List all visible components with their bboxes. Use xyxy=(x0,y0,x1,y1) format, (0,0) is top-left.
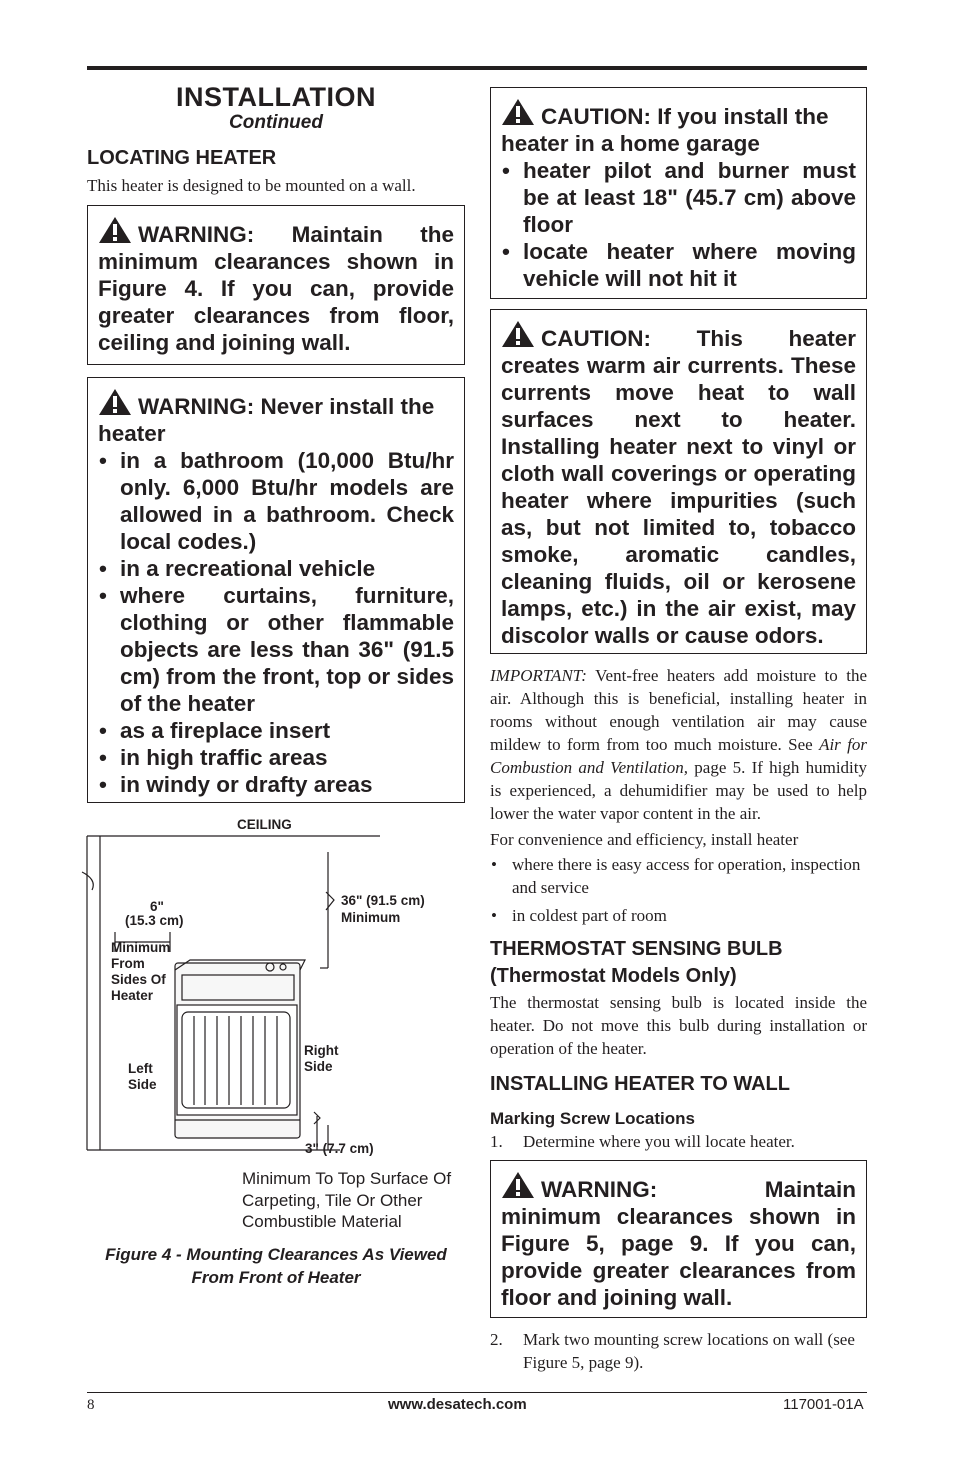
warning-title: WARNING: Never install the heater xyxy=(98,394,435,446)
top-clearance-note: Minimum xyxy=(341,910,401,925)
thermostat-subheading: (Thermostat Models Only) xyxy=(490,965,737,987)
list-item: • where there is easy access for operation, inspection and service xyxy=(490,853,867,899)
list-item: • heater pilot and burner must be at least 18" (45.7 cm) above floor xyxy=(501,157,856,238)
warning-box-clearances-figure5 xyxy=(490,1160,867,1318)
step-number: 2. xyxy=(490,1330,503,1349)
important-paragraph xyxy=(490,664,867,825)
side-clearance-note: Minimum From Sides Of Heater xyxy=(111,940,171,1003)
bottom-clearance-note: Minimum To Top Surface Of Carpeting, Tile Or Other Combustible Material xyxy=(242,1169,452,1231)
document-number: 117001-01A xyxy=(783,1396,864,1413)
warning-triangle-icon xyxy=(501,320,535,348)
section-subtitle: Continued xyxy=(229,112,323,133)
important-label: IMPORTANT: xyxy=(490,666,587,685)
installing-heading: INSTALLING HEATER TO WALL xyxy=(490,1073,790,1095)
list-item: • in windy or drafty areas xyxy=(98,771,454,798)
left-side-label: Left Side xyxy=(128,1061,157,1092)
ceiling-label: CEILING xyxy=(237,817,292,832)
caution-box-garage xyxy=(490,87,867,299)
section-title: INSTALLATION xyxy=(176,82,376,112)
warning-text: WARNING: Maintain minimum clearances shown in Figure 5, page 9. If you can, provide greater clearances from floor and joining wall. xyxy=(501,1177,856,1310)
thermostat-text: The thermostat sensing bulb is located inside the heater. Do not move this bulb during installation or operation of the heater. xyxy=(490,993,867,1058)
step-text: Mark two mounting screw locations on wall (see Figure 5, page 9). xyxy=(523,1330,855,1372)
convenience-text: For convenience and efficiency, install heater xyxy=(490,830,799,849)
steps-list xyxy=(490,1130,867,1153)
important-text: Vent-free heaters add moisture to the air. Although this is beneficial, installing heater in rooms without enough ventilation air may cause mildew to form from too much moisture. See xyxy=(490,666,867,754)
list-item: • in a bathroom (10,000 Btu/hr only. 6,000 Btu/hr models are allowed in a bathroom. Check local codes.) xyxy=(98,447,454,555)
step-item xyxy=(490,1130,867,1153)
warning-text: WARNING: Maintain the minimum clearances shown in Figure 4. If you can, provide greater clearances from floor, ceiling and joining wall. xyxy=(98,222,454,355)
list-item: • in high traffic areas xyxy=(98,744,454,771)
list-item: • in coldest part of room xyxy=(490,904,867,927)
locating-heading: LOCATING HEATER xyxy=(87,147,277,169)
step-item xyxy=(490,1328,867,1374)
locating-text: This heater is designed to be mounted on a wall. xyxy=(87,176,416,195)
side-clearance-label: 6" xyxy=(150,899,164,914)
marking-heading: Marking Screw Locations xyxy=(490,1109,695,1128)
website-link[interactable]: www.desatech.com xyxy=(388,1396,527,1413)
step-number: 1. xyxy=(490,1132,503,1151)
warning-triangle-icon xyxy=(98,388,132,416)
caution-box-air-currents xyxy=(490,309,867,654)
figure-caption: Figure 4 - Mounting Clearances As Viewed From Front of Heater xyxy=(105,1245,447,1287)
left-column xyxy=(87,70,465,803)
warning-list xyxy=(98,447,454,798)
list-item: • in a recreational vehicle xyxy=(98,555,454,582)
important-text: page 5. If high humidity is experienced, a dehumidifier may be used to help lower the water vapor content in the air. xyxy=(490,758,868,823)
list-item: • where curtains, furniture, clothing or other flammable objects are less than 36" (91.5 cm) from the front, top or sides of the heater xyxy=(98,582,454,717)
top-clearance-label: 36" (91.5 cm) xyxy=(341,893,425,908)
important-ref: Air for Combustion and Ventilation, xyxy=(490,735,867,777)
bottom-rule xyxy=(87,1392,867,1393)
step-text: Determine where you will locate heater. xyxy=(523,1132,795,1151)
warning-triangle-icon xyxy=(501,98,535,126)
warning-triangle-icon xyxy=(98,216,132,244)
caution-text: CAUTION: This heater creates warm air currents. These currents move heat to wall surfaces next to heater. Installing heater next to vinyl or cloth wall coverings or operating heater where impurities (such as, but not limited to, tobacco smoke, aromatic candles, cleaning fluids, oil or kerosene lamps, etc.) in the air exist, may discolor walls or cause odors. xyxy=(501,326,856,648)
caution-title: CAUTION: If you install the heater in a home garage xyxy=(501,104,829,156)
page-number: 8 xyxy=(87,1397,95,1413)
caution-list xyxy=(501,157,856,292)
side-clearance-cm: (15.3 cm) xyxy=(125,913,184,928)
warning-triangle-icon xyxy=(501,1171,535,1199)
warning-box-never-install xyxy=(87,377,465,803)
convenience-list xyxy=(490,853,867,927)
steps-list xyxy=(490,1328,867,1374)
right-column xyxy=(490,70,867,1374)
warning-box-clearances xyxy=(87,205,465,365)
list-item: • as a fireplace insert xyxy=(98,717,454,744)
thermostat-heading: THERMOSTAT SENSING BULB xyxy=(490,938,783,960)
right-side-label: Right Side xyxy=(304,1043,339,1074)
bottom-clearance-label: 3" (7.7 cm) xyxy=(305,1141,374,1156)
list-item: • locate heater where moving vehicle will not hit it xyxy=(501,238,856,292)
